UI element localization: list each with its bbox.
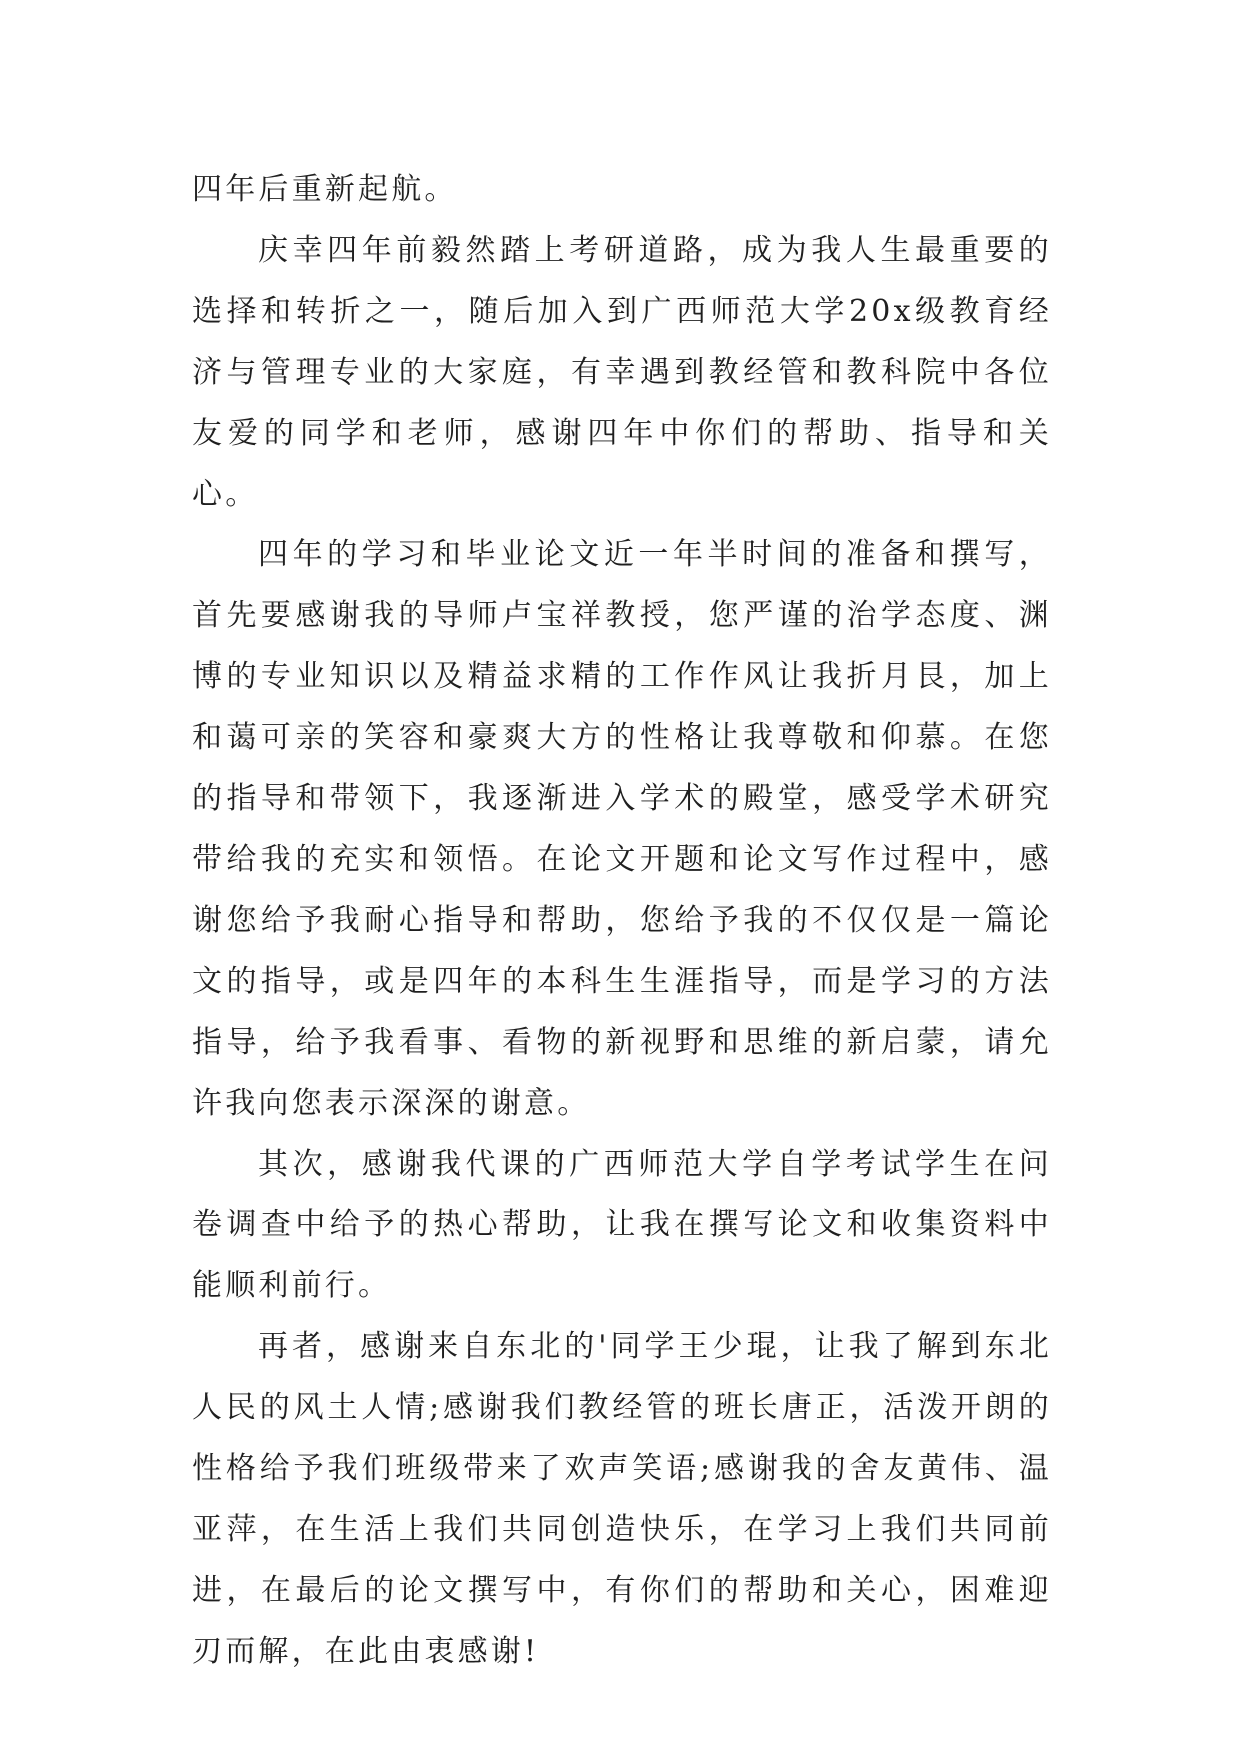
- paragraph-classmates-thanks: 再者，感谢来自东北的'同学王少琨，让我了解到东北人民的风土人情;感谢我们教经管的班长唐正，活泼开朗的性格给予我们班级带来了欢声笑语;感谢我的舍友黄伟、温亚萍，在生活上我们共同创造快乐，在学习上我们共同前进，在最后的论文撰写中，有你们的帮助和关心，困难迎刃而解，在此由衷感谢!: [192, 1329, 1052, 1669]
- document-body: [192, 160, 1052, 1683]
- paragraph-advisor-thanks: 四年的学习和毕业论文近一年半时间的准备和撰写，首先要感谢我的导师卢宝祥教授，您严谨的治学态度、渊博的专业知识以及精益求精的工作作风让我折月艮，加上和蔼可亲的笑容和豪爽大方的性格让我尊敬和仰慕。在您的指导和带领下，我逐渐进入学术的殿堂，感受学术研究带给我的充实和领悟。在论文开题和论文写作过程中，感谢您给予我耐心指导和帮助，您给予我的不仅仅是一篇论文的指导，或是四年的本科生生涯指导，而是学习的方法指导，给予我看事、看物的新视野和思维的新启蒙，请允许我向您表示深深的谢意。: [192, 537, 1052, 1121]
- paragraph-grad-school: 庆幸四年前毅然踏上考研道路，成为我人生最重要的选择和转折之一，随后加入到广西师范大学20x级教育经济与管理专业的大家庭，有幸遇到教经管和教科院中各位友爱的同学和老师，感谢四年中你们的帮助、指导和关心。: [192, 232, 1052, 512]
- paragraph-continuation: 四年后重新起航。: [192, 172, 458, 207]
- paragraph-students-thanks: 其次，感谢我代课的广西师范大学自学考试学生在问卷调查中给予的热心帮助，让我在撰写论文和收集资料中能顺利前行。: [192, 1146, 1052, 1304]
